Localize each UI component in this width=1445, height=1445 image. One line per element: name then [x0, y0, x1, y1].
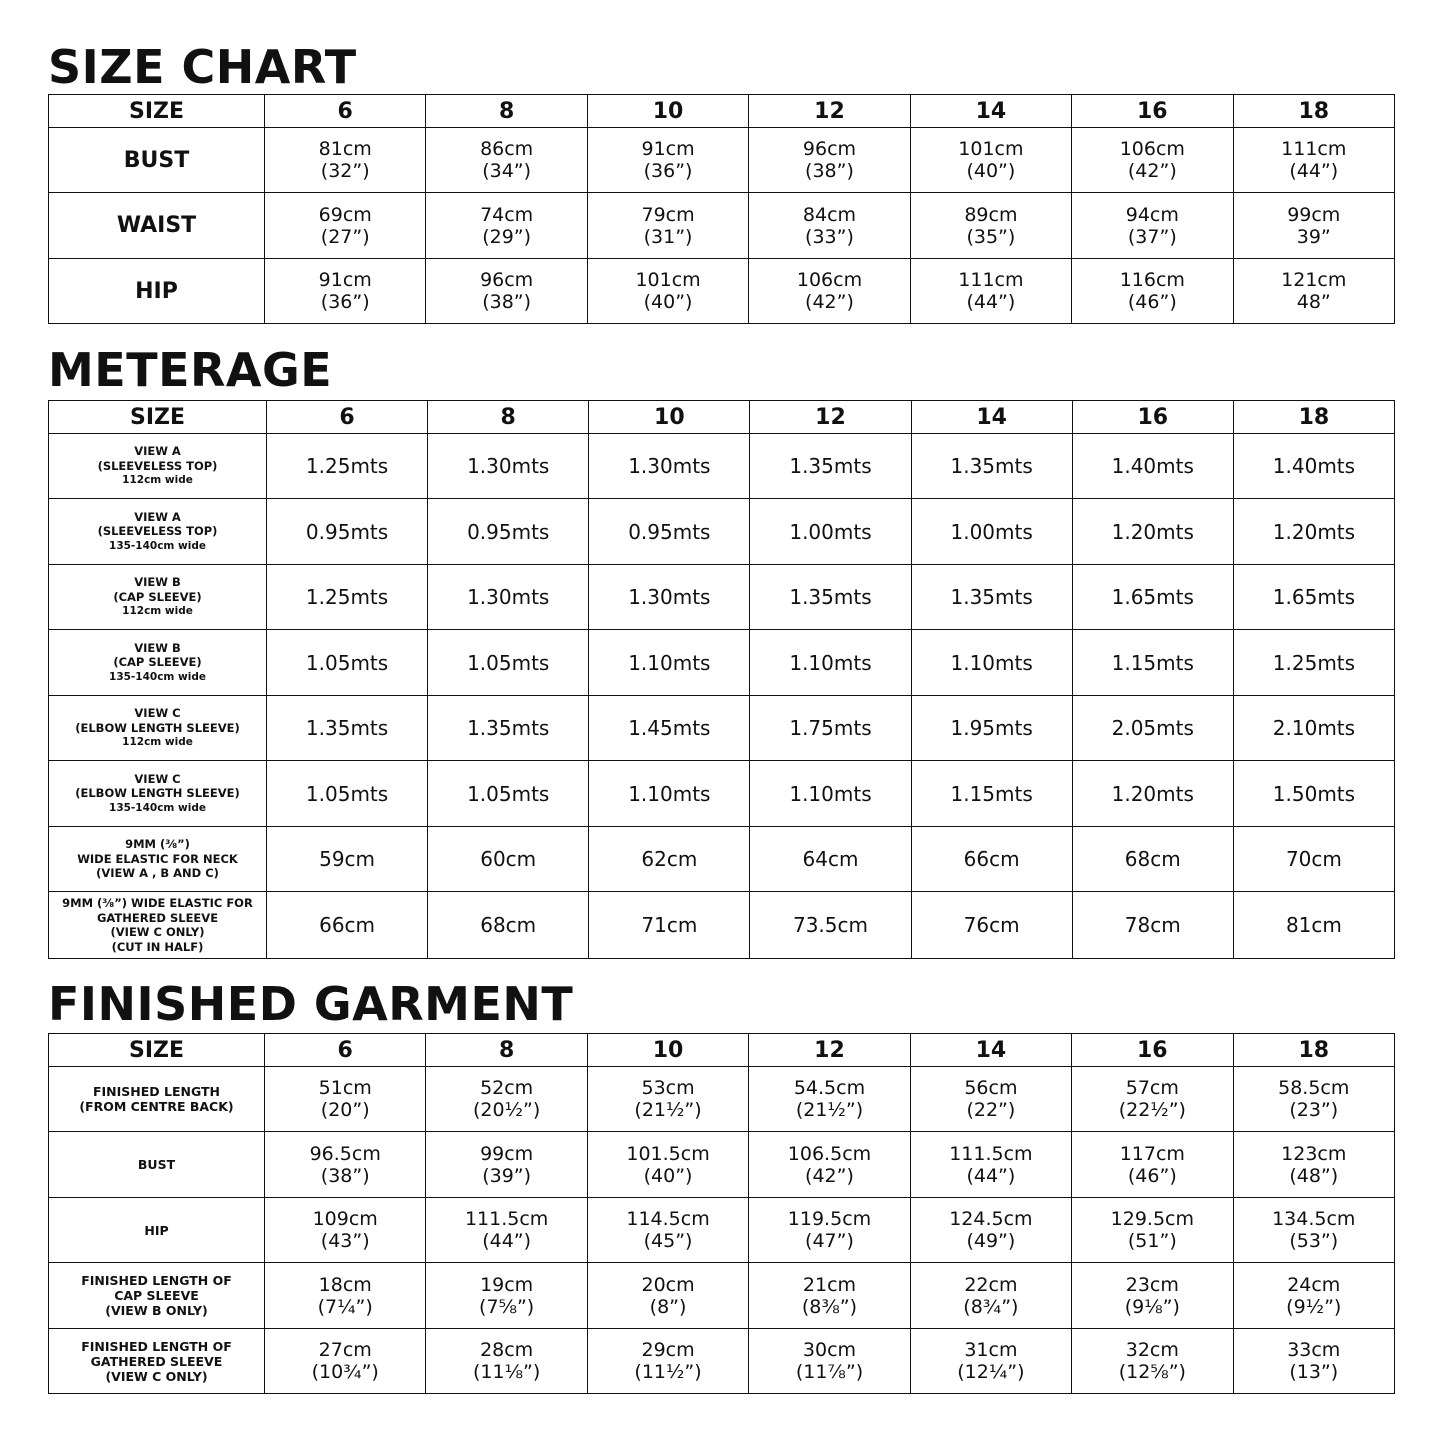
- table-cell: 1.25mts: [267, 434, 428, 499]
- table-cell: 18cm (7¼”): [265, 1263, 426, 1329]
- table-cell: 66cm: [267, 892, 428, 959]
- fabric-width-note: 135-140cm wide: [109, 539, 206, 552]
- fabric-width-note: 135-140cm wide: [109, 801, 206, 814]
- row-label: [49, 128, 265, 193]
- size-column-header: 12: [749, 1034, 910, 1067]
- row-label: [49, 892, 267, 959]
- table-row: [49, 1329, 1395, 1394]
- row-label-text: VIEW A (SLEEVELESS TOP): [97, 509, 218, 539]
- size-header-label: SIZE: [49, 1034, 265, 1067]
- table-cell: 1.00mts: [911, 499, 1072, 565]
- meterage-title: METERAGE: [48, 343, 333, 397]
- size-column-header: 18: [1233, 401, 1394, 434]
- row-label-text: BUST: [123, 147, 190, 173]
- table-cell: 1.35mts: [750, 434, 911, 499]
- table-row: [49, 1132, 1395, 1198]
- row-label: [49, 434, 267, 499]
- table-cell: 24cm (9½”): [1233, 1263, 1394, 1329]
- table-cell: 114.5cm (45”): [587, 1198, 748, 1263]
- size-column-header: 16: [1072, 1034, 1233, 1067]
- table-cell: 22cm (8¾”): [910, 1263, 1071, 1329]
- table-cell: 1.20mts: [1072, 761, 1233, 827]
- row-label-text: VIEW B (CAP SLEEVE): [113, 640, 202, 670]
- size-column-header: 6: [265, 1034, 426, 1067]
- table-cell: 1.05mts: [428, 630, 589, 696]
- table-cell: 78cm: [1072, 892, 1233, 959]
- table-cell: 86cm (34”): [426, 128, 587, 193]
- table-row: [49, 1263, 1395, 1329]
- size-column-header: 8: [426, 95, 587, 128]
- table-cell: 1.65mts: [1233, 565, 1394, 630]
- table-cell: 111cm (44”): [1233, 128, 1394, 193]
- table-cell: 54.5cm (21½”): [749, 1067, 910, 1132]
- table-cell: 79cm (31”): [587, 193, 748, 259]
- row-label: [49, 1132, 265, 1198]
- table-cell: 94cm (37”): [1072, 193, 1233, 259]
- table-row: [49, 761, 1395, 827]
- table-cell: 123cm (48”): [1233, 1132, 1394, 1198]
- table-cell: 109cm (43”): [265, 1198, 426, 1263]
- table-cell: 1.75mts: [750, 696, 911, 761]
- table-cell: 99cm (39”): [426, 1132, 587, 1198]
- row-label: [49, 1198, 265, 1263]
- size-chart-header-row: [49, 95, 1395, 128]
- table-cell: 0.95mts: [267, 499, 428, 565]
- row-label: [49, 696, 267, 761]
- table-cell: 60cm: [428, 827, 589, 892]
- table-cell: 101cm (40”): [587, 259, 748, 324]
- table-row: [49, 128, 1395, 193]
- table-cell: 1.05mts: [428, 761, 589, 827]
- table-cell: 106cm (42”): [749, 259, 910, 324]
- table-cell: 69cm (27”): [265, 193, 426, 259]
- table-row: [49, 1067, 1395, 1132]
- table-cell: 96.5cm (38”): [265, 1132, 426, 1198]
- table-cell: 19cm (7⅝”): [426, 1263, 587, 1329]
- table-cell: 23cm (9⅛”): [1072, 1263, 1233, 1329]
- size-column-header: 6: [265, 95, 426, 128]
- table-cell: 1.30mts: [589, 565, 750, 630]
- table-cell: 1.15mts: [911, 761, 1072, 827]
- table-cell: 1.05mts: [267, 761, 428, 827]
- size-column-header: 16: [1072, 95, 1233, 128]
- row-label-text: VIEW C (ELBOW LENGTH SLEEVE): [75, 706, 240, 735]
- table-cell: 64cm: [750, 827, 911, 892]
- row-label: [49, 259, 265, 324]
- table-cell: 2.10mts: [1233, 696, 1394, 761]
- row-label: [49, 630, 267, 696]
- table-row: [49, 259, 1395, 324]
- table-cell: 106.5cm (42”): [749, 1132, 910, 1198]
- table-cell: 119.5cm (47”): [749, 1198, 910, 1263]
- table-cell: 66cm: [911, 827, 1072, 892]
- row-label-text: HIP: [135, 278, 178, 304]
- table-cell: 0.95mts: [589, 499, 750, 565]
- table-cell: 111.5cm (44”): [426, 1198, 587, 1263]
- size-column-header: 8: [426, 1034, 587, 1067]
- table-cell: 1.35mts: [911, 565, 1072, 630]
- table-cell: 1.15mts: [1072, 630, 1233, 696]
- meterage-table: [48, 400, 1395, 959]
- table-cell: 0.95mts: [428, 499, 589, 565]
- table-cell: 1.35mts: [428, 696, 589, 761]
- table-cell: 58.5cm (23”): [1233, 1067, 1394, 1132]
- table-cell: 57cm (22½”): [1072, 1067, 1233, 1132]
- table-cell: 106cm (42”): [1072, 128, 1233, 193]
- row-label-text: VIEW C (ELBOW LENGTH SLEEVE): [75, 771, 240, 801]
- table-cell: 99cm 39”: [1233, 193, 1394, 259]
- table-cell: 1.05mts: [267, 630, 428, 696]
- table-cell: 1.45mts: [589, 696, 750, 761]
- size-column-header: 10: [587, 95, 748, 128]
- table-cell: 124.5cm (49”): [910, 1198, 1071, 1263]
- table-cell: 33cm (13”): [1233, 1329, 1394, 1394]
- table-cell: 1.10mts: [750, 630, 911, 696]
- table-cell: 1.40mts: [1072, 434, 1233, 499]
- fabric-width-note: 112cm wide: [122, 474, 193, 487]
- row-label-text: FINISHED LENGTH OF GATHERED SLEEVE (VIEW C ONLY): [81, 1338, 232, 1384]
- table-cell: 101cm (40”): [910, 128, 1071, 193]
- table-cell: 117cm (46”): [1072, 1132, 1233, 1198]
- table-cell: 56cm (22”): [910, 1067, 1071, 1132]
- table-row: [49, 827, 1395, 892]
- fabric-width-note: 112cm wide: [122, 736, 193, 749]
- row-label: [49, 1263, 265, 1329]
- size-column-header: 14: [910, 95, 1071, 128]
- table-row: [49, 630, 1395, 696]
- table-cell: 81cm (32”): [265, 128, 426, 193]
- table-cell: 111.5cm (44”): [910, 1132, 1071, 1198]
- row-label-text: FINISHED LENGTH (FROM CENTRE BACK): [79, 1084, 234, 1114]
- meterage-header-row: [49, 401, 1395, 434]
- fabric-width-note: 135-140cm wide: [109, 670, 206, 683]
- size-column-header: 16: [1072, 401, 1233, 434]
- table-cell: 1.35mts: [750, 565, 911, 630]
- row-label: [49, 1329, 265, 1394]
- table-cell: 59cm: [267, 827, 428, 892]
- size-column-header: 12: [749, 95, 910, 128]
- row-label: [49, 499, 267, 565]
- table-cell: 2.05mts: [1072, 696, 1233, 761]
- table-cell: 1.30mts: [428, 565, 589, 630]
- row-label-text: FINISHED LENGTH OF CAP SLEEVE (VIEW B ONLY): [81, 1273, 232, 1318]
- table-cell: 53cm (21½”): [587, 1067, 748, 1132]
- table-cell: 91cm (36”): [265, 259, 426, 324]
- table-cell: 1.25mts: [267, 565, 428, 630]
- row-label-text: VIEW A (SLEEVELESS TOP): [97, 444, 218, 473]
- size-column-header: 12: [750, 401, 911, 434]
- table-cell: 1.40mts: [1233, 434, 1394, 499]
- table-cell: 32cm (12⅝”): [1072, 1329, 1233, 1394]
- table-cell: 1.10mts: [911, 630, 1072, 696]
- table-cell: 30cm (11⅞”): [749, 1329, 910, 1394]
- table-cell: 121cm 48”: [1233, 259, 1394, 324]
- row-label-text: WAIST: [116, 213, 197, 238]
- row-label: [49, 761, 267, 827]
- table-row: [49, 892, 1395, 959]
- table-cell: 70cm: [1233, 827, 1394, 892]
- table-cell: 68cm: [1072, 827, 1233, 892]
- table-cell: 51cm (20”): [265, 1067, 426, 1132]
- size-chart-title: SIZE CHART: [48, 40, 357, 94]
- table-cell: 1.50mts: [1233, 761, 1394, 827]
- table-cell: 116cm (46”): [1072, 259, 1233, 324]
- finished-garment-header-row: [49, 1034, 1395, 1067]
- row-label-text: HIP: [144, 1222, 169, 1238]
- table-cell: 96cm (38”): [426, 259, 587, 324]
- size-column-header: 8: [428, 401, 589, 434]
- table-cell: 62cm: [589, 827, 750, 892]
- table-row: [49, 1198, 1395, 1263]
- size-column-header: 18: [1233, 1034, 1394, 1067]
- row-label: [49, 565, 267, 630]
- row-label: [49, 827, 267, 892]
- table-cell: 1.95mts: [911, 696, 1072, 761]
- table-cell: 1.20mts: [1072, 499, 1233, 565]
- table-cell: 1.30mts: [428, 434, 589, 499]
- table-cell: 1.10mts: [589, 630, 750, 696]
- table-row: [49, 565, 1395, 630]
- table-cell: 1.10mts: [750, 761, 911, 827]
- table-cell: 1.30mts: [589, 434, 750, 499]
- table-cell: 21cm (8⅜”): [749, 1263, 910, 1329]
- table-cell: 68cm: [428, 892, 589, 959]
- table-cell: 84cm (33”): [749, 193, 910, 259]
- finished-garment-table: [48, 1033, 1395, 1394]
- table-cell: 52cm (20½”): [426, 1067, 587, 1132]
- row-label-text: VIEW B (CAP SLEEVE): [113, 575, 202, 604]
- table-cell: 20cm (8”): [587, 1263, 748, 1329]
- table-cell: 134.5cm (53”): [1233, 1198, 1394, 1263]
- table-cell: 31cm (12¼”): [910, 1329, 1071, 1394]
- table-cell: 1.35mts: [911, 434, 1072, 499]
- table-cell: 91cm (36”): [587, 128, 748, 193]
- row-label-text: BUST: [137, 1157, 176, 1172]
- size-column-header: 18: [1233, 95, 1394, 128]
- size-header-label: SIZE: [49, 95, 265, 128]
- table-row: [49, 696, 1395, 761]
- size-header-label: SIZE: [49, 401, 267, 434]
- table-cell: 71cm: [589, 892, 750, 959]
- table-cell: 101.5cm (40”): [587, 1132, 748, 1198]
- table-row: [49, 434, 1395, 499]
- table-row: [49, 193, 1395, 259]
- size-chart-table: [48, 94, 1395, 324]
- size-column-header: 10: [587, 1034, 748, 1067]
- row-label-text: 9MM (⅜”) WIDE ELASTIC FOR GATHERED SLEEVE (VIEW C ONLY) (CUT IN HALF): [62, 896, 253, 954]
- table-cell: 76cm: [911, 892, 1072, 959]
- row-label: [49, 1067, 265, 1132]
- table-cell: 89cm (35”): [910, 193, 1071, 259]
- table-cell: 28cm (11⅛”): [426, 1329, 587, 1394]
- table-cell: 96cm (38”): [749, 128, 910, 193]
- fabric-width-note: 112cm wide: [122, 605, 193, 618]
- table-cell: 1.35mts: [267, 696, 428, 761]
- table-cell: 1.20mts: [1233, 499, 1394, 565]
- table-cell: 74cm (29”): [426, 193, 587, 259]
- size-column-header: 14: [910, 1034, 1071, 1067]
- table-cell: 129.5cm (51”): [1072, 1198, 1233, 1263]
- size-column-header: 10: [589, 401, 750, 434]
- size-column-header: 6: [267, 401, 428, 434]
- table-row: [49, 499, 1395, 565]
- table-cell: 27cm (10¾”): [265, 1329, 426, 1394]
- row-label-text: 9MM (⅜”) WIDE ELASTIC FOR NECK (VIEW A , B AND C): [77, 837, 238, 881]
- size-column-header: 14: [911, 401, 1072, 434]
- table-cell: 1.25mts: [1233, 630, 1394, 696]
- table-cell: 73.5cm: [750, 892, 911, 959]
- table-cell: 1.10mts: [589, 761, 750, 827]
- table-cell: 111cm (44”): [910, 259, 1071, 324]
- table-cell: 1.65mts: [1072, 565, 1233, 630]
- table-cell: 81cm: [1233, 892, 1394, 959]
- row-label: [49, 193, 265, 259]
- finished-garment-title: FINISHED GARMENT: [48, 977, 574, 1031]
- table-cell: 29cm (11½”): [587, 1329, 748, 1394]
- table-cell: 1.00mts: [750, 499, 911, 565]
